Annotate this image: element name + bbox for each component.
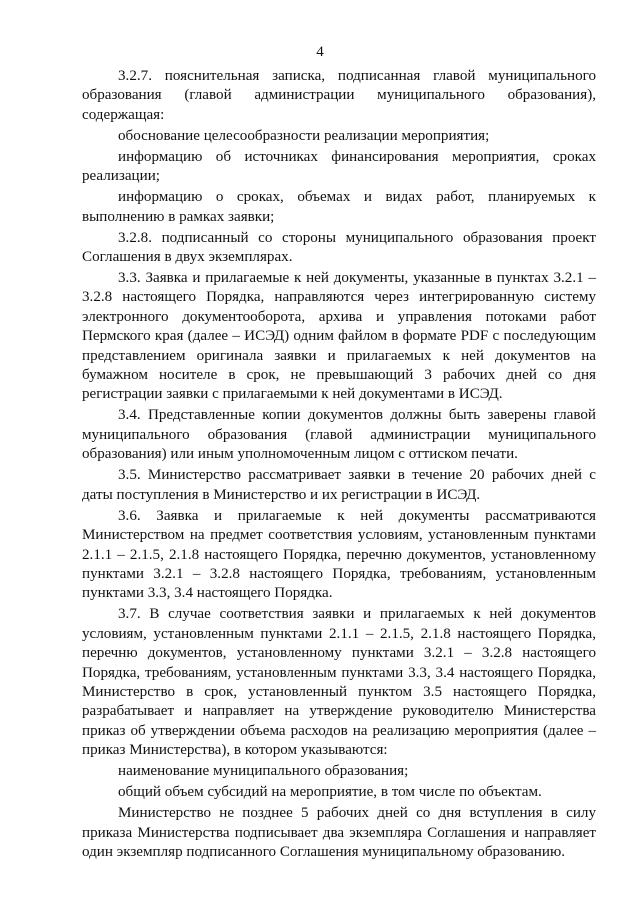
paragraph-agreement-signing: Министерство не позднее 5 рабочих дней со дня вступления в силу приказа Министерства подписывает два экземпляра Соглашения и направляет один экземпляр подписанного Соглашения муниципальному образованию. [82, 805, 596, 860]
paragraph-3-2-7: 3.2.7. пояснительная записка, подписанная главой муниципального образования (главой администрации муниципального образования), содержащая: [82, 68, 596, 123]
paragraph-3-4: 3.4. Представленные копии документов должны быть заверены главой муниципального образования (главой администрации муниципального образования) или иным уполномоченным лицом с оттиском печати. [82, 407, 596, 463]
paragraph-3-6: 3.6. Заявка и прилагаемые к ней документы рассматриваются Министерством на предмет соответствия условиям, установленным пунктами 2.1.1 – 2.1.5, 2.1.8 настоящего Порядка, перечню документов, установленному пунктами 3.2.1 – 3.2.8 настоящего Порядка, требованиям, установленным пунктами 3.3, 3.4 настоящего Порядка. [82, 507, 596, 602]
paragraph-financing-info: информацию об источниках финансирования мероприятия, сроках реализации; [82, 148, 596, 185]
paragraph-justification: обоснование целесообразности реализации мероприятия; [118, 127, 490, 144]
page-number: 4 [316, 44, 324, 60]
paragraph-subsidy-volume: общий объем субсидий на мероприятие, в том числе по объектам. [118, 784, 542, 801]
document-body [82, 67, 596, 864]
paragraph-3-5: 3.5. Министерство рассматривает заявки в течение 20 рабочих дней с даты поступления в Министерство и их регистрации в ИСЭД. [82, 467, 596, 503]
paragraph-3-3: 3.3. Заявка и прилагаемые к ней документы, указанные в пунктах 3.2.1 – 3.2.8 настоящего Порядка, направляются через интегрированную систему электронного документооборота, архива и управления потоками работ Пермского края (далее – ИСЭД) одним файлом в формате PDF с последующим представлением оригинала заявки и прилагаемых к ней документов на бумажном носителе в срок, не превышающий 3 рабочих дней со дня регистрации заявки с прилагаемыми к ней документами в ИСЭД. [82, 270, 596, 403]
paragraph-works-info: информацию о сроках, объемах и видах работ, планируемых к выполнению в рамках заявки; [82, 189, 596, 225]
paragraph-municipality-name: наименование муниципального образования; [118, 763, 409, 780]
paragraph-3-7: 3.7. В случае соответствия заявки и прилагаемых к ней документов условиям, установленным пунктами 2.1.1 – 2.1.5, 2.1.8 настоящего Порядка, перечню документов, установленному пунктами 3.2.1 – 3.2.8 настоящего Порядка, требованиям, установленным пунктами 3.3, 3.4 настоящего Порядка, Министерство в срок, установленный пунктом 3.5 настоящего Порядка, разрабатывает и направляет на утверждение руководителю Министерства приказ об утверждении объема расходов на реализацию мероприятия (далее – приказ Министерства), в котором указываются: [82, 606, 596, 759]
paragraph-3-2-8: 3.2.8. подписанный со стороны муниципального образования проект Соглашения в двух экземплярах. [82, 229, 596, 266]
